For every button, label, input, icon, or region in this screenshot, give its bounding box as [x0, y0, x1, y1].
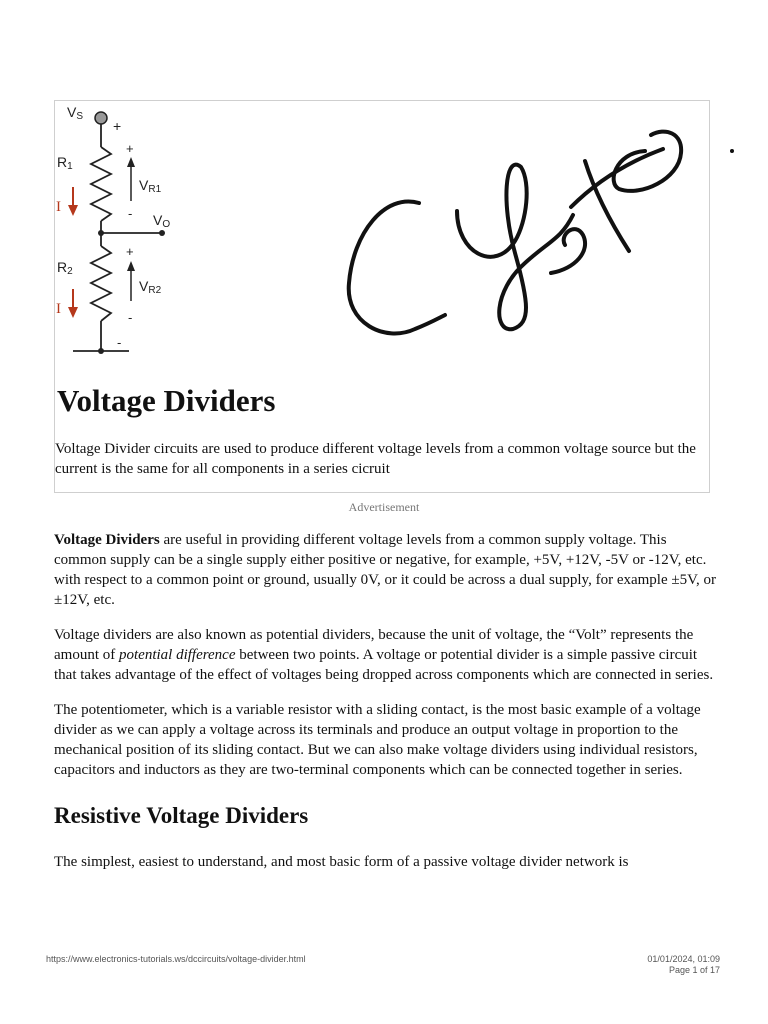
ground-node [98, 348, 104, 354]
paragraph-potentiometer: The potentiometer, which is a variable resistor with a sliding contact, is the most basic example of a voltage divider as we can apply a voltage across its terminals and produce an output voltage in proportion to the mechanical position of its sliding contact. But we can also make voltage dividers using individual resistors, capacitors and inductors as they are two-terminal components which can be connected together in series. [54, 702, 701, 778]
supply-terminal [95, 112, 107, 124]
vr2-arrowhead [127, 261, 135, 271]
resistor-r2 [91, 246, 111, 321]
resistor-r1 [91, 147, 111, 221]
paragraph-intro: Voltage Dividers are useful in providing different voltage levels from a common supply voltage. This common supply can be a single supply either positive or negative, for example, +5V, +12V, -5V or -12V, etc. with respect to a common point or ground, usually 0V, or it could be across a dual supply, for example ±5V, or ±12V, etc. [54, 532, 716, 608]
footer-meta [647, 954, 720, 976]
footer-page-number: Page 1 of 17 [668, 965, 720, 975]
vr1-arrowhead [127, 157, 135, 167]
ground-minus-sign: - [117, 335, 122, 350]
article-body [54, 530, 716, 887]
vr1-minus-sign: - [128, 206, 133, 221]
r2-label: R2 [57, 259, 73, 277]
current-label-1: I [56, 199, 61, 215]
card-description: Voltage Divider circuits are used to produce different voltage levels from a common voltage source but the current is the same for all components in a series cicruit [55, 441, 696, 477]
footer-datetime: 01/01/2024, 01:09 [647, 954, 720, 964]
current-arrowhead-2 [68, 307, 78, 318]
output-terminal [159, 230, 165, 236]
r1-label: R1 [57, 154, 73, 172]
handwritten-scribble [345, 123, 695, 363]
supply-plus-sign: + [113, 118, 122, 134]
bold-term: Voltage Dividers [54, 532, 160, 548]
vr1-label: VR1 [139, 177, 162, 195]
card-title: Voltage Dividers [57, 383, 276, 418]
vo-label: VO [153, 212, 171, 230]
section-heading: Resistive Voltage Dividers [54, 803, 309, 828]
paragraph-resistive-intro: The simplest, easiest to understand, and most basic form of a passive voltage divider network is [54, 854, 629, 870]
advertisement-label: Advertisement [348, 500, 420, 514]
vs-label: VS [67, 104, 84, 122]
current-arrowhead-1 [68, 205, 78, 216]
current-label-2: I [56, 301, 61, 317]
vr1-plus-sign: + [126, 141, 134, 156]
paragraph-potential-dividers: Voltage dividers are also known as potential dividers, because the unit of voltage, the “Volt” represents the amount of potential difference between two points. A voltage or potential divider is a simple passive circuit that takes advantage of the effect of voltages being dropped across components which are connected in series. [54, 627, 714, 683]
vr2-minus-sign: - [128, 310, 133, 325]
emphasis-term: potential difference [119, 647, 236, 663]
vr2-plus-sign: + [126, 244, 134, 259]
stray-ink-dot [730, 149, 734, 153]
vr2-label: VR2 [139, 278, 162, 296]
footer-url: https://www.electronics-tutorials.ws/dccircuits/voltage-divider.html [46, 954, 306, 964]
intro-card [54, 100, 710, 493]
voltage-divider-circuit-diagram [55, 101, 255, 363]
